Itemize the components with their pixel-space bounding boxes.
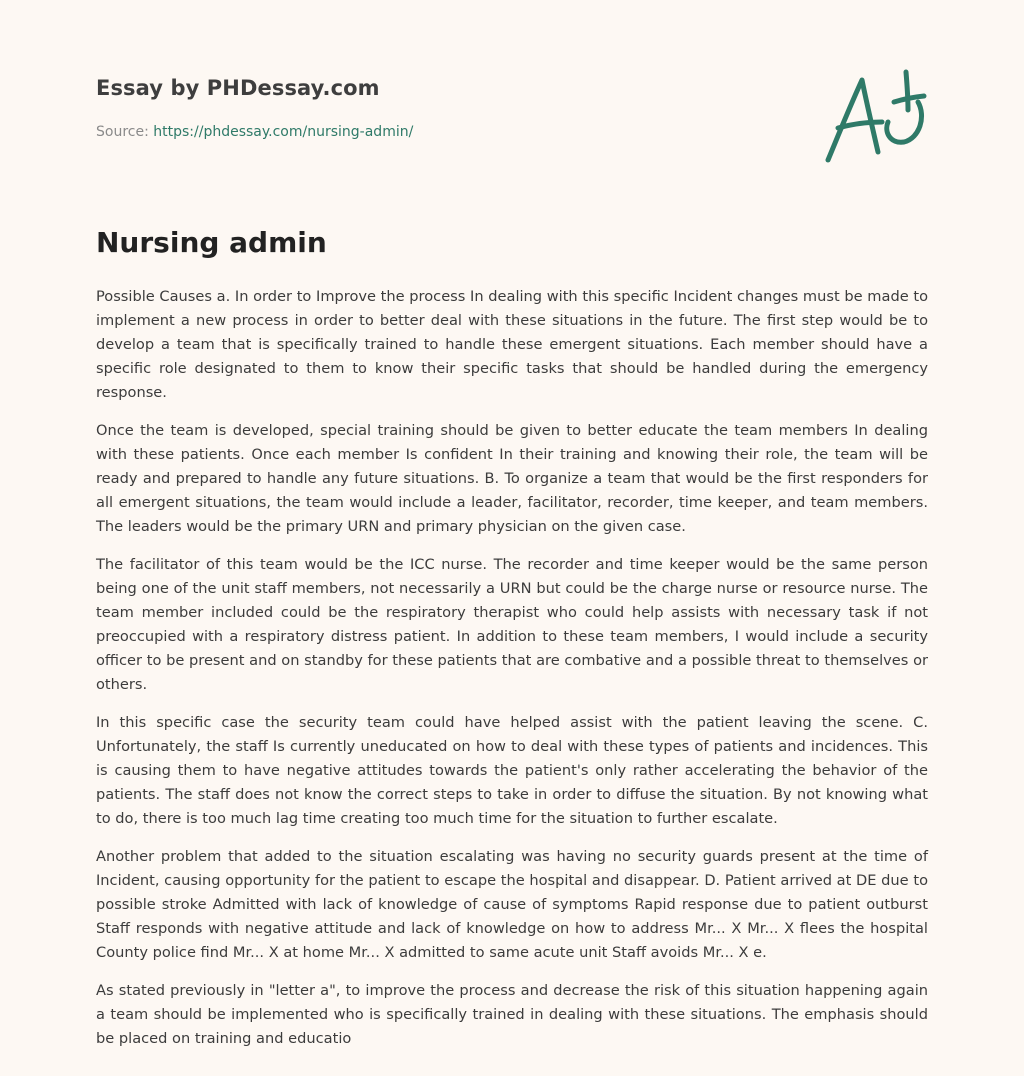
paragraph: Once the team is developed, special training should be given to better educate the team members In dealing with these patients. Once each member Is confident In their training and knowing their role, the team will be ready and prepared to handle any future situations. B. To organize a team that would be the first responders for all emergent situations, the team would include a leader, facilitator, recorder, time keeper, and team members. The leaders would be the primary URN and primary physician on the given case. xyxy=(96,422,928,535)
paragraph: Another problem that added to the situation escalating was having no security guards present at the time of Incident, causing opportunity for the patient to escape the hospital and disappear. D. Patient arrived at DE due to possible stroke Admitted with lack of knowledge of cause of symptoms Rapid response due to patient outburst Staff responds with negative attitude and lack of knowledge on how to address Mr... X Mr... X flees the hospital County police find Mr... X at home Mr... X admitted to same acute unit Staff avoids Mr... X e. xyxy=(96,848,928,961)
source-line xyxy=(96,124,413,140)
site-header xyxy=(96,76,380,100)
paragraph: As stated previously in "letter a", to improve the process and decrease the risk of this situation happening again a team should be implemented who is specifically trained in dealing with these situations. The emphasis should be placed on training and educatio xyxy=(96,982,928,1047)
paragraph: In this specific case the security team could have helped assist with the patient leaving the scene. C. Unfortunately, the staff Is currently uneducated on how to deal with these types of patients and incidences. This is causing them to have negative attitudes towards the patient's only rather accelerating the behavior of the patients. The staff does not know the correct steps to take in order to diffuse the situation. By not knowing what to do, there is too much lag time creating too much time for the situation to further escalate. xyxy=(96,714,928,827)
page-title: Nursing admin xyxy=(96,226,327,259)
source-link[interactable]: https://phdessay.com/nursing-admin/ xyxy=(153,124,414,140)
article-body xyxy=(96,285,928,1065)
paragraph: Possible Causes a. In order to Improve the process In dealing with this specific Incident changes must be made to implement a new process in order to better deal with these situations in the future. The first step would be to develop a team that is specifically trained to handle these emergent situations. Each member should have a specific role designated to them to know their specific tasks that should be handled during the emergency response. xyxy=(96,288,928,401)
source-label: Source: xyxy=(96,124,154,140)
site-title: Essay by PHDessay.com xyxy=(96,76,380,100)
paragraph: The facilitator of this team would be the ICC nurse. The recorder and time keeper would be the same person being one of the unit staff members, not necessarily a URN but could be the charge nurse or resource nurse. The team member included could be the respiratory therapist who could help assists with necessary task if not preoccupied with a respiratory distress patient. In addition to these team members, I would include a security officer to be present and on standby for these patients that are combative and a possible threat to themselves or others. xyxy=(96,556,928,693)
a-plus-icon xyxy=(820,66,930,166)
